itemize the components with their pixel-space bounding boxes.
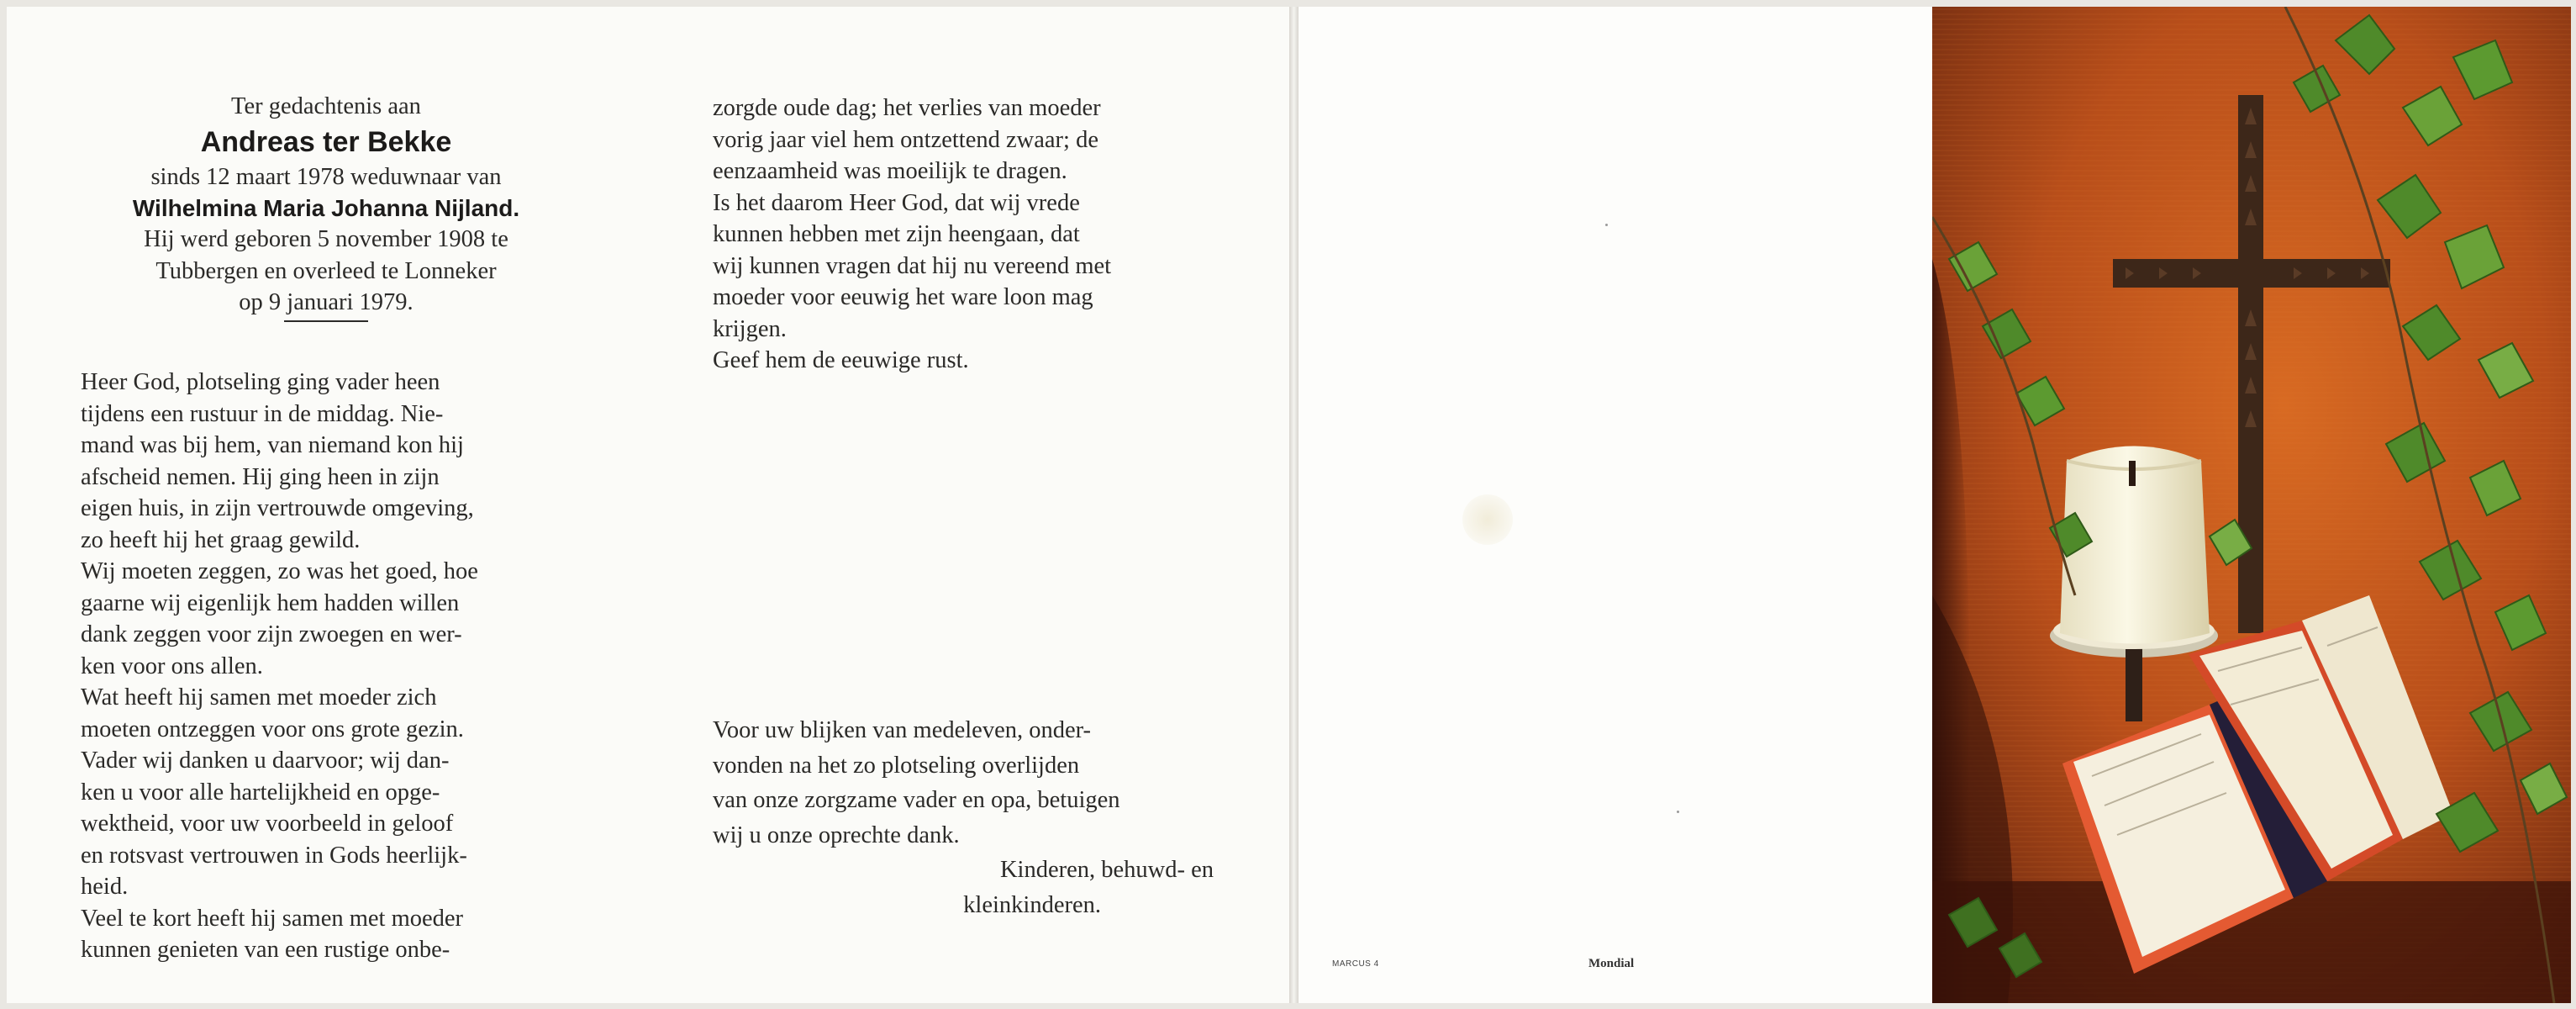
- divider-rule: [284, 320, 368, 322]
- card-fold: [1289, 7, 1299, 1003]
- memorial-text-continued: [713, 92, 1215, 377]
- text-line: afscheid nemen. Hij ging heen in zijn: [81, 463, 440, 490]
- text-line: Veel te kort heeft hij samen met moeder: [81, 905, 464, 932]
- text-line: Geef hem de eeuwige rust.: [713, 347, 969, 373]
- signature-line: kleinkinderen.: [963, 891, 1101, 918]
- text-line: zorgde oude dag; het verlies van moeder: [713, 95, 1101, 121]
- intro-text: Ter gedachtenis aan: [231, 93, 421, 119]
- paper-speck: [1605, 224, 1608, 226]
- text-line: vonden na het zo plotseling overlijden: [713, 752, 1080, 779]
- text-line: Wij moeten zeggen, zo was het goed, hoe: [81, 558, 478, 584]
- text-line: eenzaamheid was moeilijk te dragen.: [713, 158, 1067, 184]
- text-line: kunnen hebben met zijn heengaan, dat: [713, 221, 1080, 247]
- text-line: eigen huis, in zijn vertrouwde omgeving,: [81, 495, 474, 521]
- text-line: heid.: [81, 874, 129, 900]
- text-line: dank zeggen voor zijn zwoegen en wer-: [81, 621, 462, 647]
- birth-line: Hij werd geboren 5 november 1908 te: [144, 226, 508, 252]
- imprint-code: MARCUS 4: [1332, 959, 1379, 969]
- text-line: en rotsvast vertrouwen in Gods heerlijk-: [81, 842, 467, 869]
- cross-candle-books-image: [1932, 7, 2571, 1003]
- text-line: van onze zorgzame vader en opa, betuigen: [713, 787, 1120, 813]
- paper-speck: [1677, 811, 1679, 813]
- text-line: Heer God, plotseling ging vader heen: [81, 369, 440, 395]
- birth-line: op 9 januari 1979.: [239, 289, 414, 315]
- text-line: wij kunnen vragen dat hij nu vereend met: [713, 252, 1112, 279]
- memorial-text: [81, 367, 583, 966]
- deceased-name: Andreas ter Bekke: [200, 125, 452, 158]
- text-line: mand was bij hem, van niemand kon hij: [81, 432, 464, 458]
- text-line: Voor uw blijken van medeleven, onder-: [713, 717, 1092, 743]
- memorial-header: [74, 91, 578, 322]
- text-line: moeten ontzeggen voor ons grote gezin.: [81, 716, 464, 742]
- text-line: gaarne wij eigenlijk hem hadden willen: [81, 589, 460, 616]
- text-line: Vader wij danken u daarvoor; wij dan-: [81, 748, 450, 774]
- spouse-name: Wilhelmina Maria Johanna Nijland.: [132, 195, 520, 221]
- signature-line: Kinderen, behuwd- en: [999, 857, 1214, 883]
- card-panel-back: [1299, 7, 1932, 1003]
- text-line: Is het daarom Heer God, dat wij vrede: [713, 189, 1080, 216]
- text-line: krijgen.: [713, 315, 787, 342]
- text-line: ken voor ons allen.: [81, 652, 263, 679]
- card-panel-inner: [654, 7, 1289, 1003]
- paper-stain: [1462, 494, 1513, 545]
- birth-line: Tubbergen en overleed te Lonneker: [155, 257, 497, 284]
- publisher-name: Mondial: [1588, 957, 1635, 970]
- card-panel-left: [7, 7, 654, 1003]
- text-line: wij u onze oprechte dank.: [713, 821, 960, 848]
- text-line: zo heeft hij het graag gewild.: [81, 526, 361, 553]
- text-line: Wat heeft hij samen met moeder zich: [81, 684, 437, 711]
- text-line: moeder voor eeuwig het ware loon mag: [713, 284, 1093, 310]
- text-line: vorig jaar viel hem ontzettend zwaar; de: [713, 126, 1098, 153]
- thanks-text: [713, 715, 1215, 921]
- text-line: tijdens een rustuur in de middag. Nie-: [81, 400, 444, 427]
- widow-line: sinds 12 maart 1978 weduwnaar van: [150, 163, 502, 190]
- text-line: ken u voor alle hartelijkheid en opge-: [81, 779, 440, 806]
- text-line: wektheid, voor uw voorbeeld in geloof: [81, 811, 454, 837]
- card-cover-photo: [1932, 7, 2571, 1003]
- text-line: kunnen genieten van een rustige onbe-: [81, 937, 450, 963]
